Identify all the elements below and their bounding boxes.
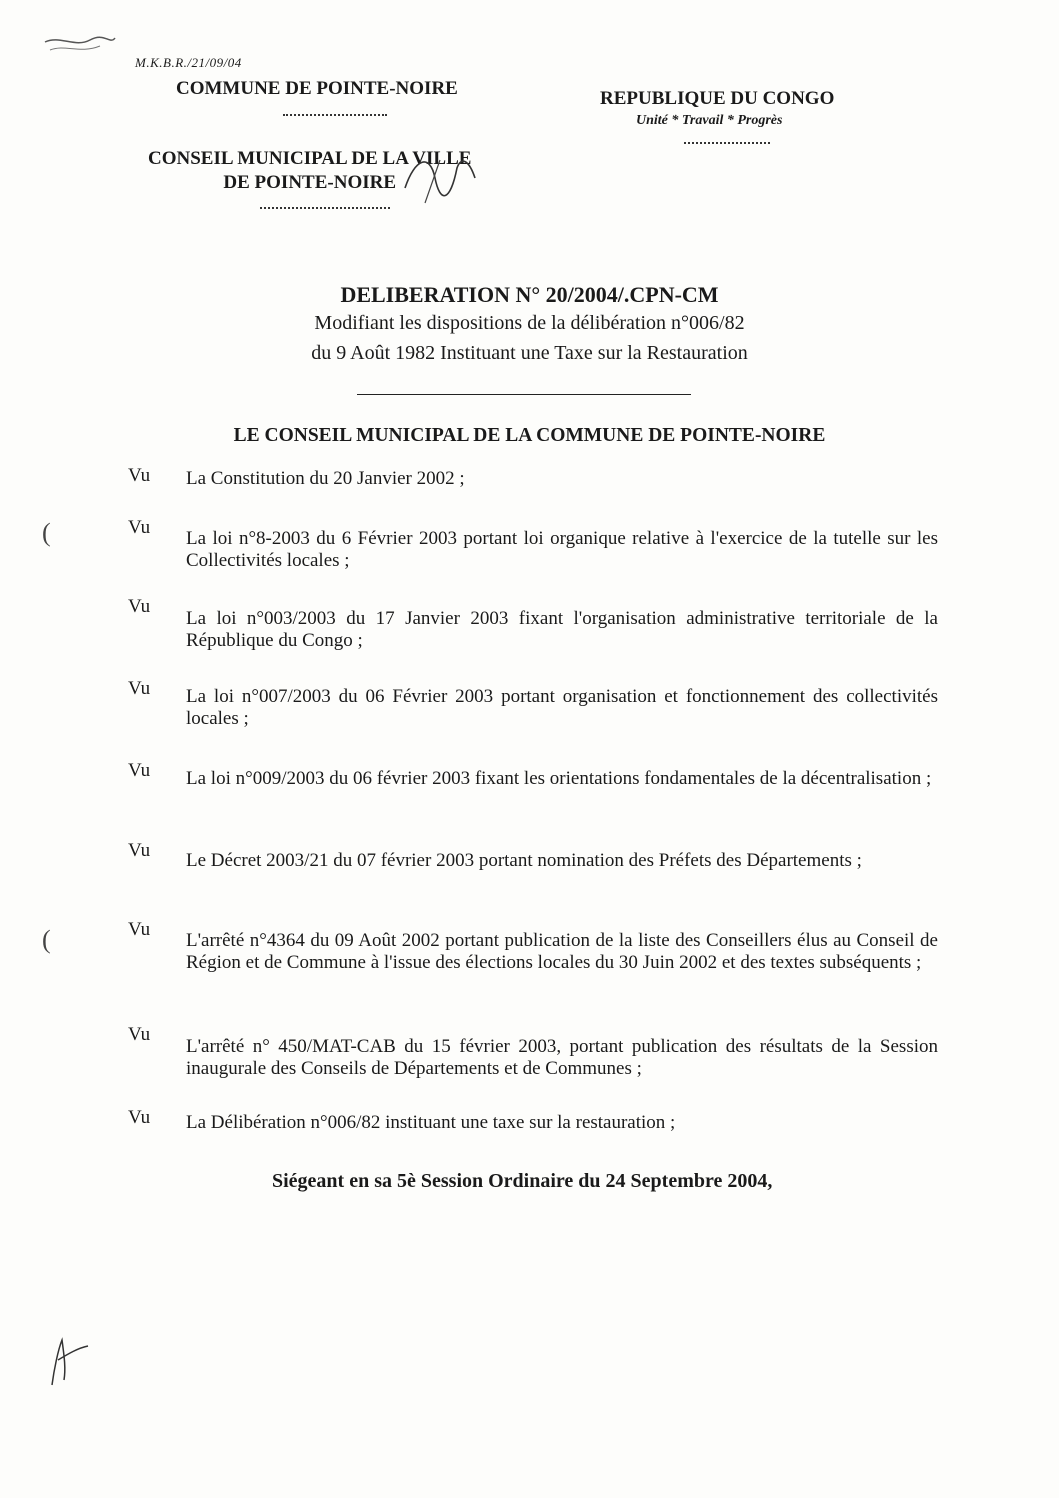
deliberation-subtitle-2: du 9 Août 1982 Instituant une Taxe sur la Restauration [311, 342, 748, 364]
vu-label: Vu [128, 465, 151, 486]
consideration-text: La loi n°007/2003 du 06 Février 2003 portant organisation et fonctionnement des collectivités locales ; [186, 686, 938, 729]
consideration-text: La loi n°009/2003 du 06 février 2003 fixant les orientations fondamentales de la décentralisation ; [186, 768, 932, 789]
consideration-text: La loi n°8-2003 du 6 Février 2003 portant loi organique relative à l'exercice de la tutelle sur les Collectivités locales ; [186, 528, 938, 571]
consideration-text: L'arrêté n°4364 du 09 Août 2002 portant publication de la liste des Conseillers élus au Conseil de Région et de Commune à l'issue des élections locales du 30 Juin 2002 et des textes subséquents ; [186, 930, 938, 973]
reference-number: M.K.B.R./21/09/04 [135, 55, 242, 70]
vu-label: Vu [128, 678, 151, 699]
punch-hole-mark: ( [42, 518, 51, 547]
consideration-text: L'arrêté n° 450/MAT-CAB du 15 février 2003, portant publication des résultats de la Session inaugurale des Conseils de Départements et de Communes ; [186, 1036, 938, 1079]
consideration-text: La loi n°003/2003 du 17 Janvier 2003 fixant l'organisation administrative territoriale de la République du Congo ; [186, 608, 938, 651]
vu-label: Vu [128, 919, 151, 940]
divider [283, 114, 387, 116]
republic-motto: Unité * Travail * Progrès [636, 113, 783, 128]
vu-label: Vu [128, 840, 151, 861]
council-line-1: CONSEIL MUNICIPAL DE LA VILLE [148, 148, 472, 169]
punch-hole-mark: ( [42, 925, 51, 954]
consideration-text: Le Décret 2003/21 du 07 février 2003 portant nomination des Préfets des Départements ; [186, 850, 862, 871]
deliberation-subtitle: Modifiant les dispositions de la délibération n°006/82 [314, 312, 745, 334]
session-statement: Siégeant en sa 5è Session Ordinaire du 24 Septembre 2004, [272, 1170, 773, 1192]
divider [684, 142, 770, 144]
title-rule [357, 394, 691, 395]
consideration-text: La Constitution du 20 Janvier 2002 ; [186, 468, 465, 489]
divider [260, 207, 390, 209]
vu-label: Vu [128, 1024, 151, 1045]
signature-mark [395, 148, 485, 210]
initials-mark [40, 1330, 100, 1390]
consideration-text: La Délibération n°006/82 instituant une taxe sur la restauration ; [186, 1112, 676, 1133]
preamble: LE CONSEIL MUNICIPAL DE LA COMMUNE DE POINTE-NOIRE [233, 425, 826, 446]
council-line-2: DE POINTE-NOIRE [223, 172, 397, 193]
vu-label: Vu [128, 517, 151, 538]
vu-label: Vu [128, 596, 151, 617]
commune-name: COMMUNE DE POINTE-NOIRE [176, 78, 458, 99]
republic-name: REPUBLIQUE DU CONGO [600, 88, 835, 109]
vu-label: Vu [128, 1107, 151, 1128]
vu-label: Vu [128, 760, 151, 781]
scribble-mark [40, 30, 120, 70]
deliberation-title: DELIBERATION N° 20/2004/.CPN-CM [340, 282, 719, 307]
